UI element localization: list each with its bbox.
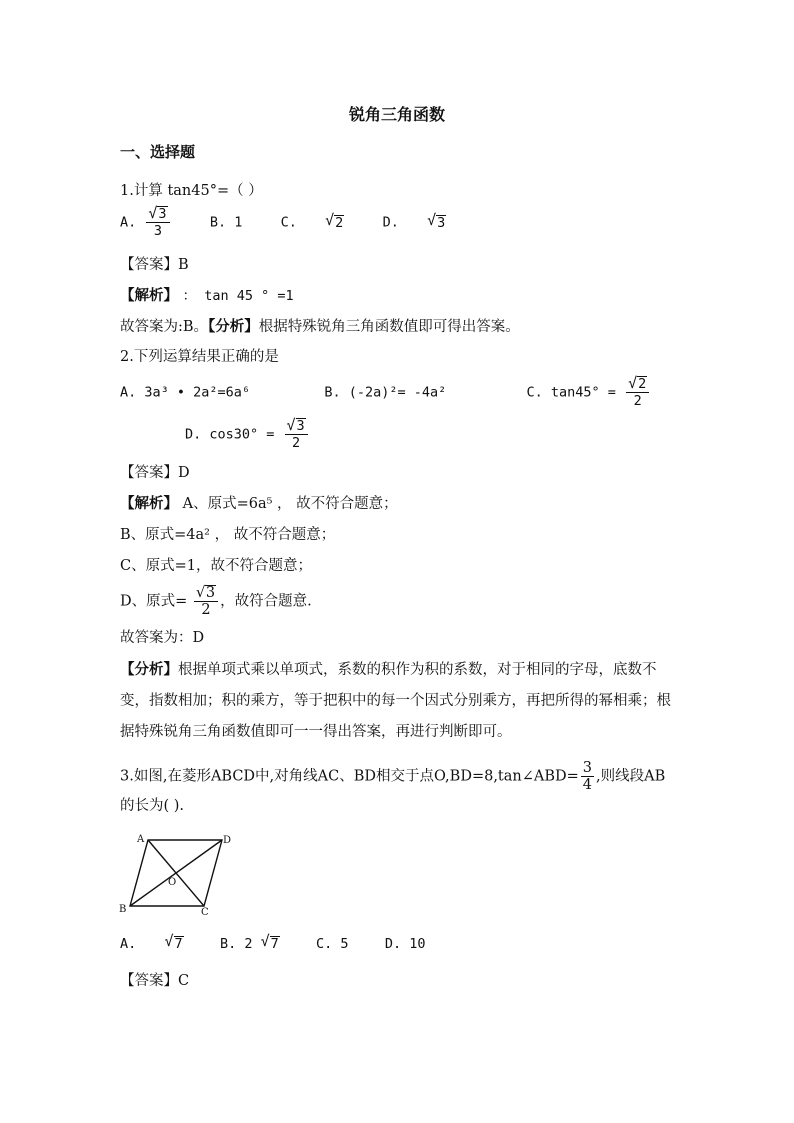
q2-analysis-d [120,585,312,618]
q3-option-b-radicand: 7 [270,936,279,952]
q2-option-d-value: √ 3 2 [285,418,308,451]
q2-analysis-c: C、原式=1，故不符合题意； [120,558,312,574]
q2-analysis-d-denominator: 2 [201,602,211,618]
q1-option-b: B. 1 [209,214,243,231]
q1-option-a-denominator: 3 [153,223,163,239]
q2-option-b: B. (-2a)²= -4a² [324,384,447,401]
q3-options [120,934,425,954]
q3-answer: 【答案】C [120,973,190,989]
q1-option-a-label: A. [120,214,137,231]
section-heading: 一、选择题 [120,143,196,161]
vertex-label-c: C [201,907,209,918]
q1-options [120,206,446,239]
q2-fenxi-label: 【分析】 [120,661,178,678]
q1-conclusion-text: 故答案为:B。 [120,319,209,335]
q1-analysis [120,286,294,306]
q1-fenxi-label: 【分析】 [208,318,259,335]
vertex-label-b: B [119,904,127,915]
q1-analysis-text: ： tan 45 ° =1 [182,288,294,304]
q1-option-d-label: D. [382,214,399,231]
q2-answer: 【答案】D [120,465,190,481]
q1-fenxi-text: 根据特殊锐角三角函数值即可得出答案。 [258,319,520,335]
q3-option-d: D. 10 [384,936,426,952]
q1-option-a-value: √ 3 3 [146,206,169,239]
q3-option-a-label: A. [120,936,137,952]
q3-fraction-denominator: 4 [582,777,593,793]
q3-option-b-value: √ 7 [260,932,279,952]
q2-option-d-radicand: 3 [296,418,305,434]
diagonal-bd [130,840,222,906]
q2-analysis-d-value: √ 3 2 [194,585,218,618]
q2-analysis-a [120,494,398,514]
q2-analysis-d-post: ，故符合题意. [220,593,312,610]
q2-options-row2 [185,418,310,451]
q2-option-c-radicand: 2 [638,376,647,392]
q3-stem [120,760,665,793]
q1-option-a-radicand: 3 [158,206,167,222]
vertex-label-d: D [223,835,232,846]
q1-analysis-label: 【解析】 [120,287,178,304]
q2-option-c-value: √ 2 2 [626,376,649,409]
q2-fenxi [120,654,680,748]
q3-fraction-numerator: 3 [582,760,593,776]
q1-option-c-value: √ 2 [325,210,344,231]
q1-option-c-radicand: 2 [335,214,344,231]
page-title: 锐角三角函数 [348,105,445,124]
q3-option-b-label: B. 2 [219,936,253,952]
q2-option-c-denominator: 2 [633,393,642,409]
q3-option-a-value: √ 7 [164,932,183,952]
q1-stem: 1.计算 tan45°=（ ） [120,183,263,199]
q2-stem: 2.下列运算结果正确的是 [120,349,279,365]
q2-analysis-d-pre: D、原式= [120,593,188,610]
q2-analysis-label: 【解析】 [120,495,178,512]
q2-fenxi-text: 根据单项式乘以单项式，系数的积作为积的系数，对于相同的字母，底数不变，指数相加；积的乘方，等于把积中的每一个因式分别乘方，再把所得的幂相乘；根据特殊锐角三角函数值即可一一得出答案，再进行判断即可。 [120,662,671,740]
q1-option-d-value: √ 3 [427,210,446,231]
q3-stem-fraction [581,760,594,793]
q2-option-d-denominator: 2 [292,435,301,451]
q2-analysis-line-a: A、原式=6a⁵ ， 故不符合题意； [178,496,398,512]
q1-answer: 【答案】B [120,257,189,273]
q3-option-a-radicand: 7 [174,936,183,952]
q3-stem-line2: 的长为( ). [120,798,185,814]
q3-stem-pre: 3.如图,在菱形ABCD中,对角线AC、BD相交于点O,BD=8,tan∠ABD= [120,768,579,785]
q1-option-d-radicand: 3 [437,214,446,231]
center-label-o: O [168,877,177,888]
q2-option-a: A. 3a³ • 2a²=6a⁶ [120,384,251,401]
q2-options-row1 [120,376,651,409]
q2-analysis-d-radicand: 3 [205,585,216,601]
q1-option-c-label: C. [280,214,297,231]
q3-stem-post: ,则线段AB [596,768,666,785]
q1-conclusion [120,317,520,337]
rhombus-figure [118,830,238,918]
vertex-label-a: A [137,834,145,845]
q2-option-c-label: C. tan45° = [526,384,616,401]
q3-option-c: C. 5 [316,936,349,952]
q2-option-d-label: D. cos30° = [185,426,275,443]
q2-analysis-b: B、原式=4a² ， 故不符合题意； [120,527,336,543]
q2-conclusion: 故答案为：D [120,630,205,646]
